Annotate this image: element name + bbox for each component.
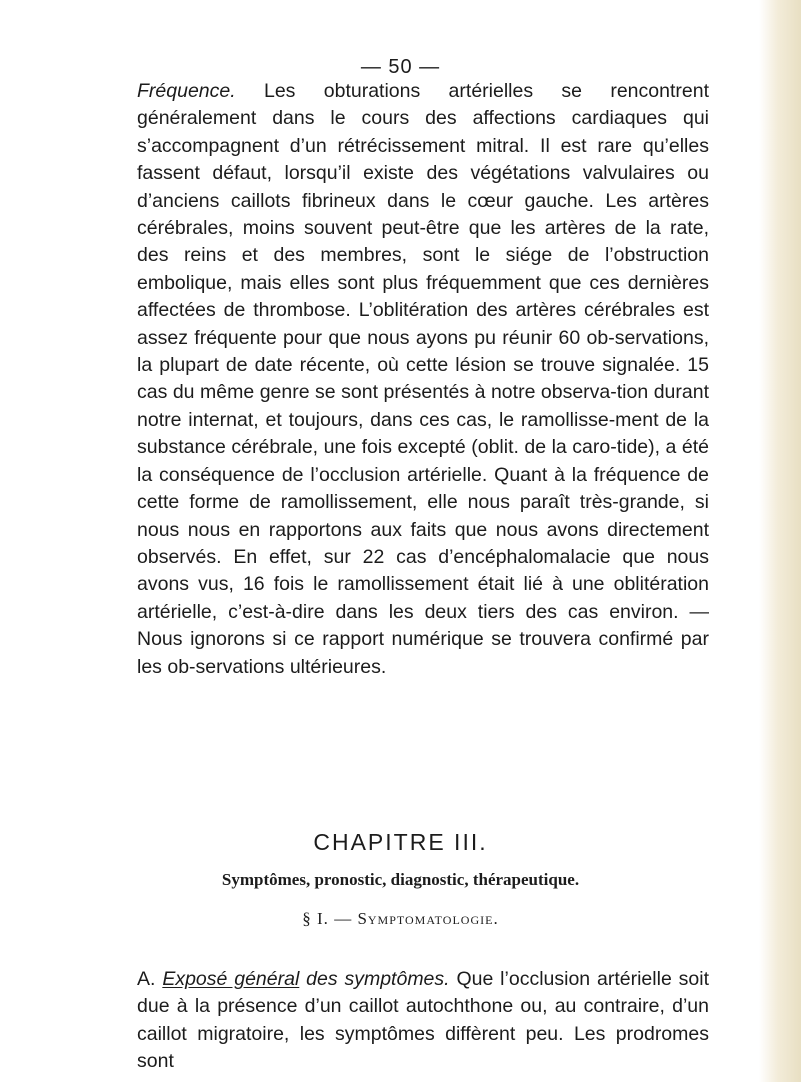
section-heading (0, 909, 801, 929)
page-number: — 50 — (360, 56, 441, 78)
subsection-letter: A. (137, 968, 156, 990)
subsection-title-b: des symptômes. (306, 968, 450, 990)
subsection-paragraph (137, 966, 709, 1076)
subsection-title-a: Exposé général (162, 968, 300, 990)
section-mark: § I. (302, 909, 329, 928)
paragraph-lead: Fréquence. (137, 80, 236, 102)
section-dash: — (334, 909, 353, 928)
chapter-subtitle: Symptômes, pronostic, diagnostic, thérapeutique. (221, 870, 580, 889)
section-title: Symptomatologie. (357, 909, 499, 928)
subsection-text: Que l’occlusion artérielle soit due à la présence d’un caillot autochthone ou, au contraire, d’un caillot migratoire, les symptômes diffèrent peu. Les prodromes sont (137, 968, 710, 1073)
paragraph-frequence (137, 78, 709, 681)
chapter-heading: CHAPITRE III. (313, 829, 488, 855)
paragraph-text: Les obturations artérielles se rencontrent généralement dans le cours des affections cardiaques qui s’accompagnent d’un rétrécissement mitral. Il est rare qu’elles fassent défaut, lorsqu’il existe des végétations valvulaires ou d’anciens caillots fibrineux dans le cœur gauche. Les artères cérébrales, moins souvent peut-être que les artères de la rate, des reins et des membres, sont le siége de l’obstruction embolique, mais elles sont plus fréquemment que ces dernières affectées de thrombose. L’oblitération des artères cérébrales est assez fréquente pour que nous ayons pu réunir 60 ob-servations, la plupart de date récente, où cette lésion se trouve signalée. 15 cas du même genre se sont présentés à notre observa-tion durant notre internat, et toujours, dans ces cas, le ramollisse-ment de la substance cérébrale, une fois excepté (oblit. de la caro-tide), a été la conséquence de l’occlusion artérielle. Quant à la fréquence de cette forme de ramollissement, elle nous paraît très-grande, si nous nous en rapportons aux faits que nous avons directement observés. En effet, sur 22 cas d’encéphalomalacie que nous avons vus, 16 fois le ramollissement était lié à une oblitération artérielle, c’est-à-dire dans les deux tiers des cas environ. — Nous ignorons si ce rapport numérique se trouvera confirmé par les ob-servations ultérieures. (137, 80, 709, 678)
